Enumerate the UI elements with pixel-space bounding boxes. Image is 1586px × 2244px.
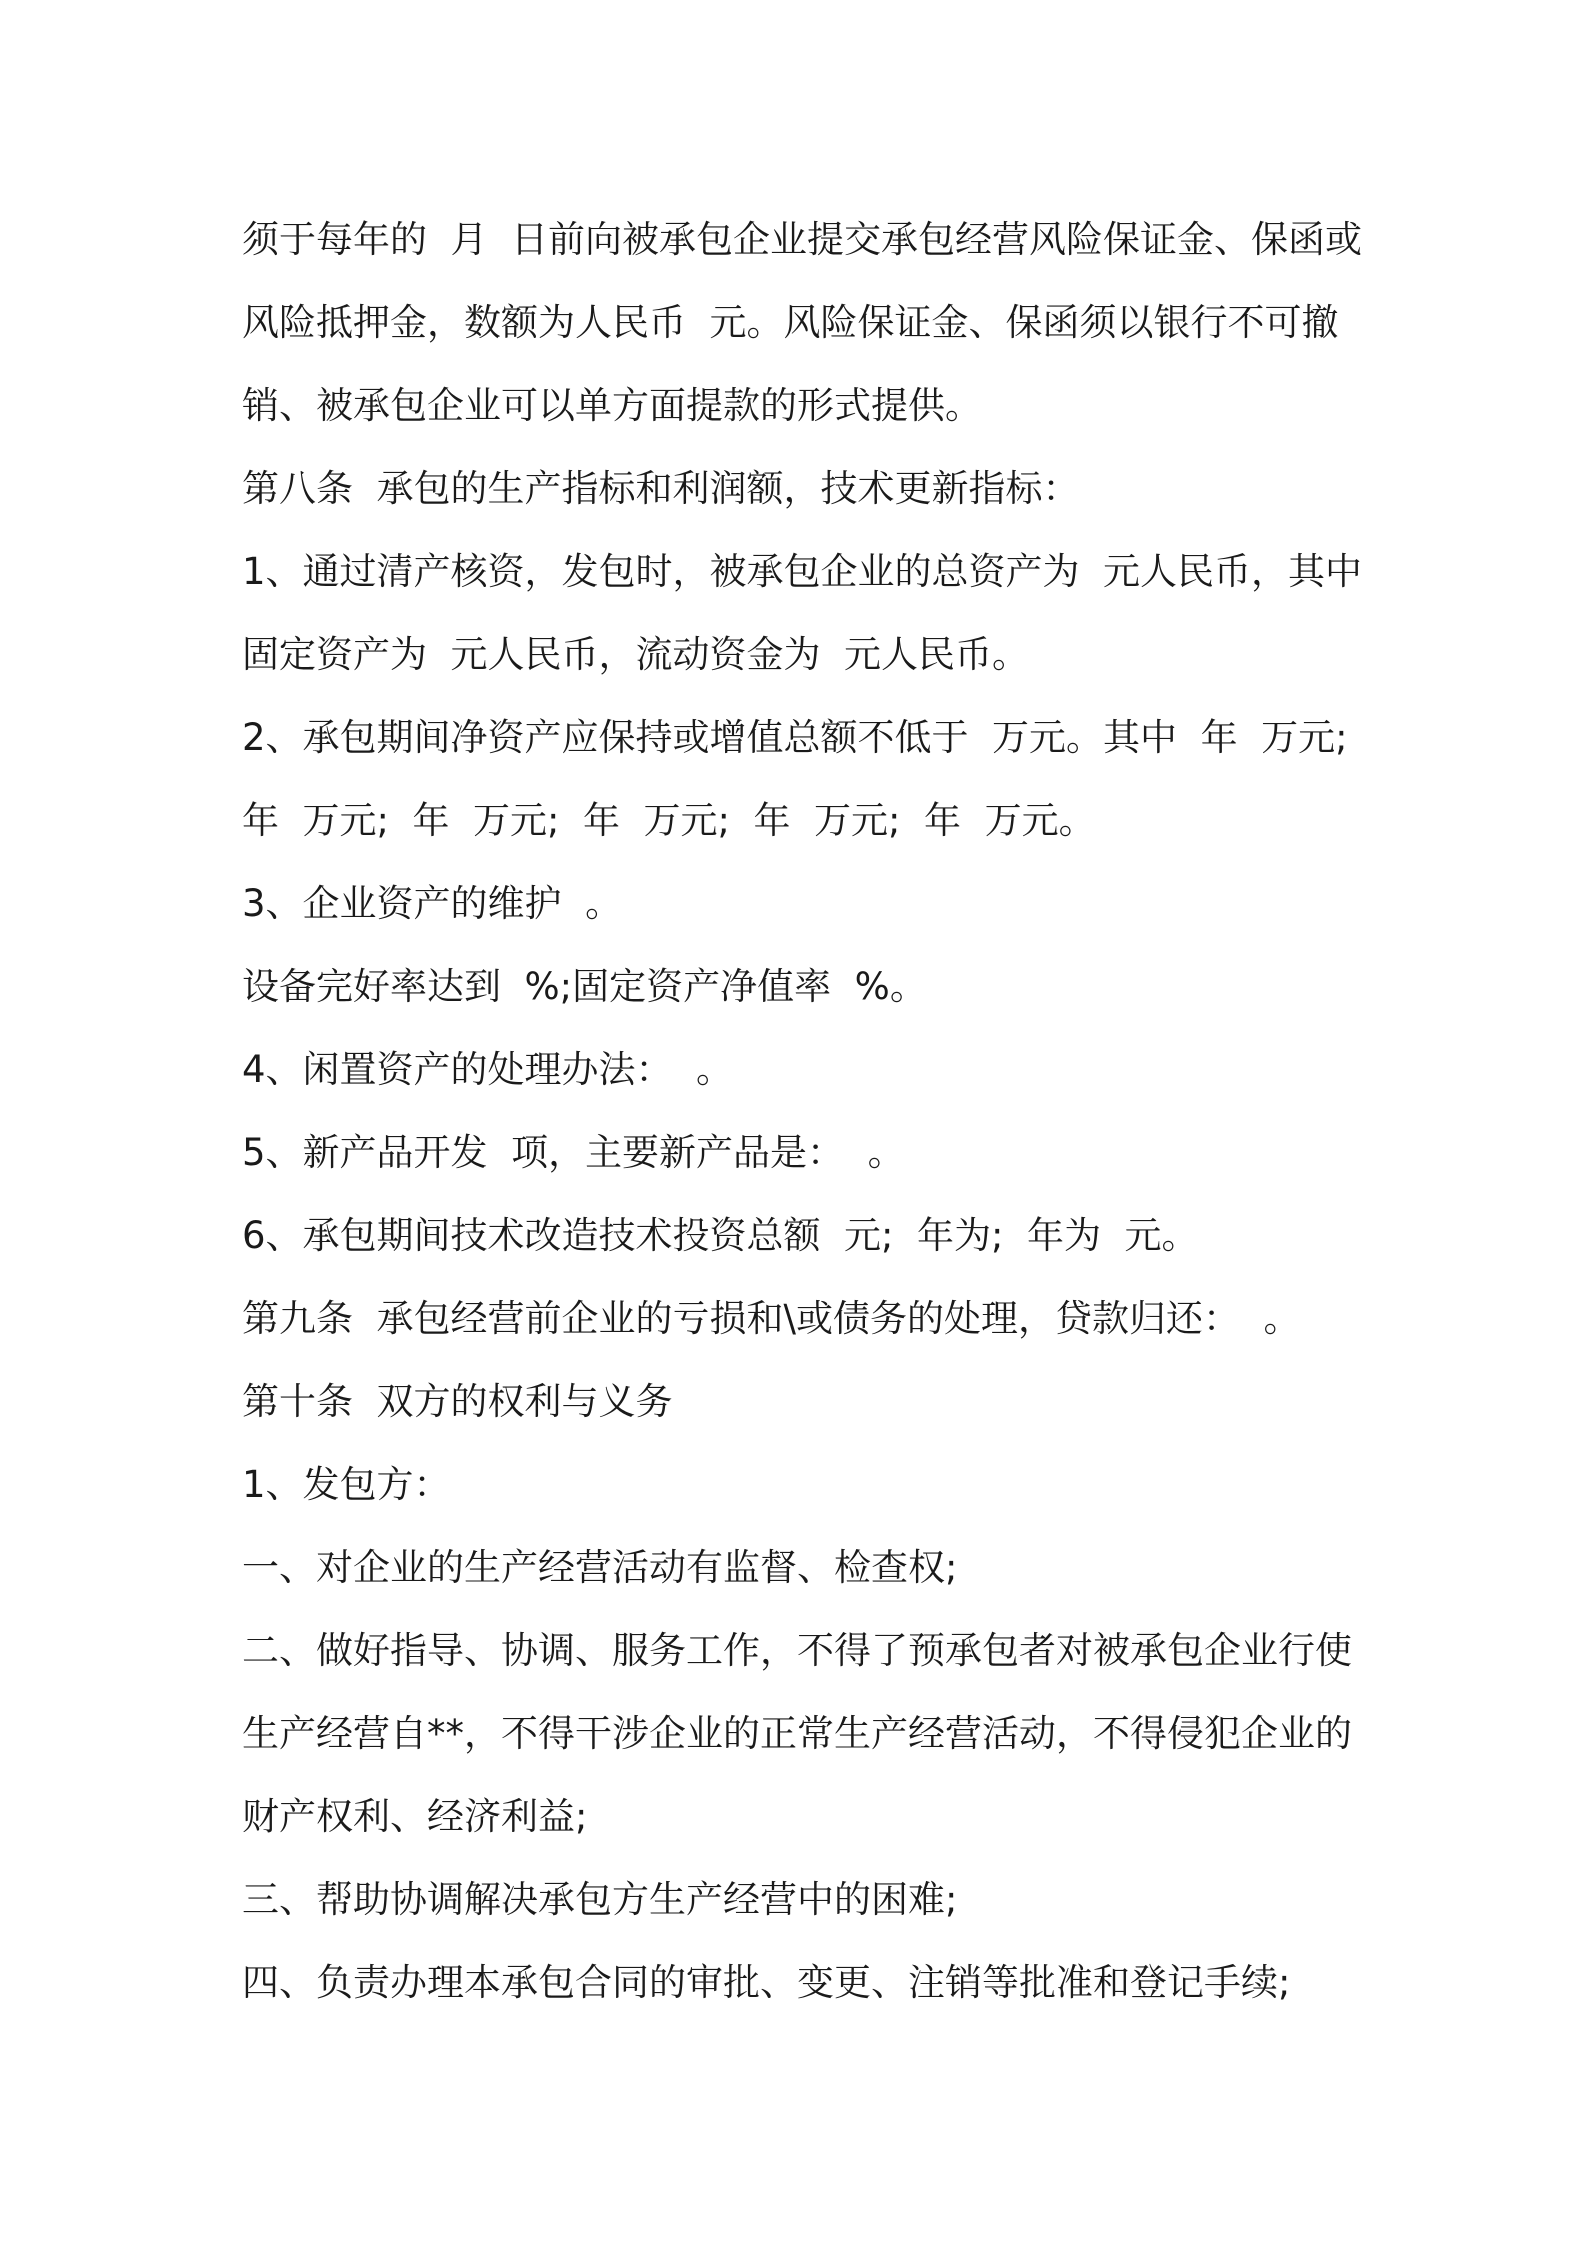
text-line-19: 生产经营自**，不得干涉企业的正常生产经营活动，不得侵犯企业的 xyxy=(242,1712,1352,1755)
text-line-13: 6、承包期间技术改造技术投资总额 元; 年为; 年为 元。 xyxy=(242,1214,1199,1257)
text-line-3: 销、被承包企业可以单方面提款的形式提供。 xyxy=(242,384,982,427)
article-9-heading: 第九条 承包经营前企业的亏损和\或债务的处理，贷款归还： 。 xyxy=(242,1297,1301,1340)
text-line-8: 年 万元; 年 万元; 年 万元; 年 万元; 年 万元。 xyxy=(242,799,1096,842)
text-line-16: 1、发包方： xyxy=(242,1463,451,1506)
text-line-22: 四、负责办理本承包合同的审批、变更、注销等批准和登记手续; xyxy=(242,1961,1291,2004)
text-line-21: 三、帮助协调解决承包方生产经营中的困难; xyxy=(242,1878,958,1921)
text-line-10: 设备完好率达到 %;固定资产净值率 %。 xyxy=(242,965,927,1008)
text-line-2: 风险抵押金，数额为人民币 元。风险保证金、保函须以银行不可撤 xyxy=(242,301,1339,344)
text-line-9: 3、企业资产的维护 。 xyxy=(242,882,623,925)
text-line-12: 5、新产品开发 项，主要新产品是： 。 xyxy=(242,1131,905,1174)
text-line-7: 2、承包期间净资产应保持或增值总额不低于 万元。其中 年 万元; xyxy=(242,716,1348,759)
text-line-17: 一、对企业的生产经营活动有监督、检查权; xyxy=(242,1546,958,1589)
article-10-heading: 第十条 双方的权利与义务 xyxy=(242,1380,673,1423)
text-line-1: 须于每年的 月 日前向被承包企业提交承包经营风险保证金、保函或 xyxy=(242,218,1363,261)
text-line-6: 固定资产为 元人民币，流动资金为 元人民币。 xyxy=(242,633,1030,676)
document-body xyxy=(242,198,1362,2024)
text-line-20: 财产权利、经济利益; xyxy=(242,1795,588,1838)
text-line-11: 4、闲置资产的处理办法： 。 xyxy=(242,1048,734,1091)
article-8-heading: 第八条 承包的生产指标和利润额，技术更新指标： xyxy=(242,467,1080,510)
text-line-18: 二、做好指导、协调、服务工作，不得了预承包者对被承包企业行使 xyxy=(242,1629,1352,1672)
text-line-5: 1、通过清产核资，发包时，被承包企业的总资产为 元人民币，其中 xyxy=(242,550,1363,593)
